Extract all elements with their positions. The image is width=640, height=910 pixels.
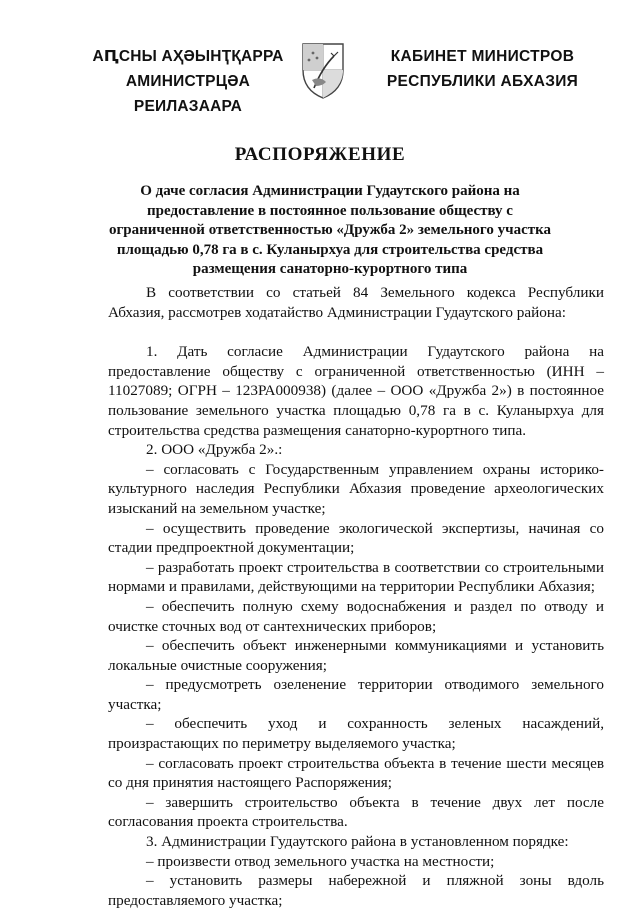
header-left-line1: АԤСНЫ АҲӘЫНҬҚАРРА: [92, 48, 284, 65]
list-item: – установить размеры набережной и пляжной зоны вдоль предоставляемого участка;: [108, 872, 604, 909]
list-item: – предусмотреть озеленение территории отводимого земельного участка;: [108, 676, 604, 713]
list-item: – согласовать с Государственным управлением охраны историко-культурного наследия Республики Абхазия проведение археологических изысканий на земельном участке;: [108, 460, 604, 517]
list-item: – обеспечить полную схему водоснабжения и раздел по отводу и очистке сточных вод от сантехнических приборов;: [108, 597, 604, 635]
document-title: РАСПОРЯЖЕНИЕ: [234, 144, 406, 165]
header-right-line2: РЕСПУБЛИКИ АБХАЗИЯ: [386, 73, 579, 90]
list-item: – обеспечить уход и сохранность зеленых насаждений, произрастающих по периметру выделяемого участка;: [108, 715, 604, 753]
header-abkhaz-title: [78, 44, 298, 119]
document-body: [108, 283, 604, 910]
header-left-line2: АМИНИСТРЦӘА РЕИЛАЗААРА: [125, 73, 251, 115]
header-right-line1: КАБИНЕТ МИНИСТРОВ: [390, 48, 575, 65]
list-item: – завершить строительство объекта в течение двух лет после согласования проекта строительства.: [108, 793, 604, 831]
paragraph-1: 1. Дать согласие Администрации Гудаутского района на предоставление обществу с ограниченной ответственностью (ИНН – 11027089; ОГРН – 123РА000938) (далее – ООО «Дружба 2») в постоянное пользование земельного участка площадью 0,78 га в с. Куланырхуа для строительства средства размещения санаторно-курортного типа.: [108, 343, 604, 439]
list-item: – согласовать проект строительства объекта в течение шести месяцев со дня принятия настоящего Распоряжения;: [108, 754, 604, 792]
preamble: В соответствии со статьей 84 Земельного кодекса Республики Абхазия, рассмотрев ходатайство Администрации Гудаутского района:: [108, 284, 604, 321]
list-item: – произвести отвод земельного участка на местности;: [146, 852, 495, 870]
header-russian-title: [375, 44, 590, 94]
document-header: [0, 40, 640, 120]
list-item: – осуществить проведение экологической экспертизы, начиная со стадии предпроектной документации;: [108, 519, 604, 557]
coat-of-arms-icon: [300, 40, 346, 100]
paragraph-3: 3. Администрации Гудаутского района в установленном порядке:: [146, 833, 569, 851]
paragraph-2: 2. ООО «Дружба 2».:: [146, 441, 283, 459]
document-subject: О даче согласия Администрации Гудаутского района на предоставление в постоянное пользование обществу с ограниченной ответственностью «Дружба 2» земельного участка площадью 0,78 га в с. Куланырхуа для строительства средства размещения санаторно-курортного типа: [108, 183, 552, 277]
list-item: – обеспечить объект инженерными коммуникациями и установить локальные очистные сооружения;: [108, 637, 604, 674]
list-item: – разработать проект строительства в соответствии со строительными нормами и правилами, действующими на территории Республики Абхазия;: [108, 558, 604, 596]
